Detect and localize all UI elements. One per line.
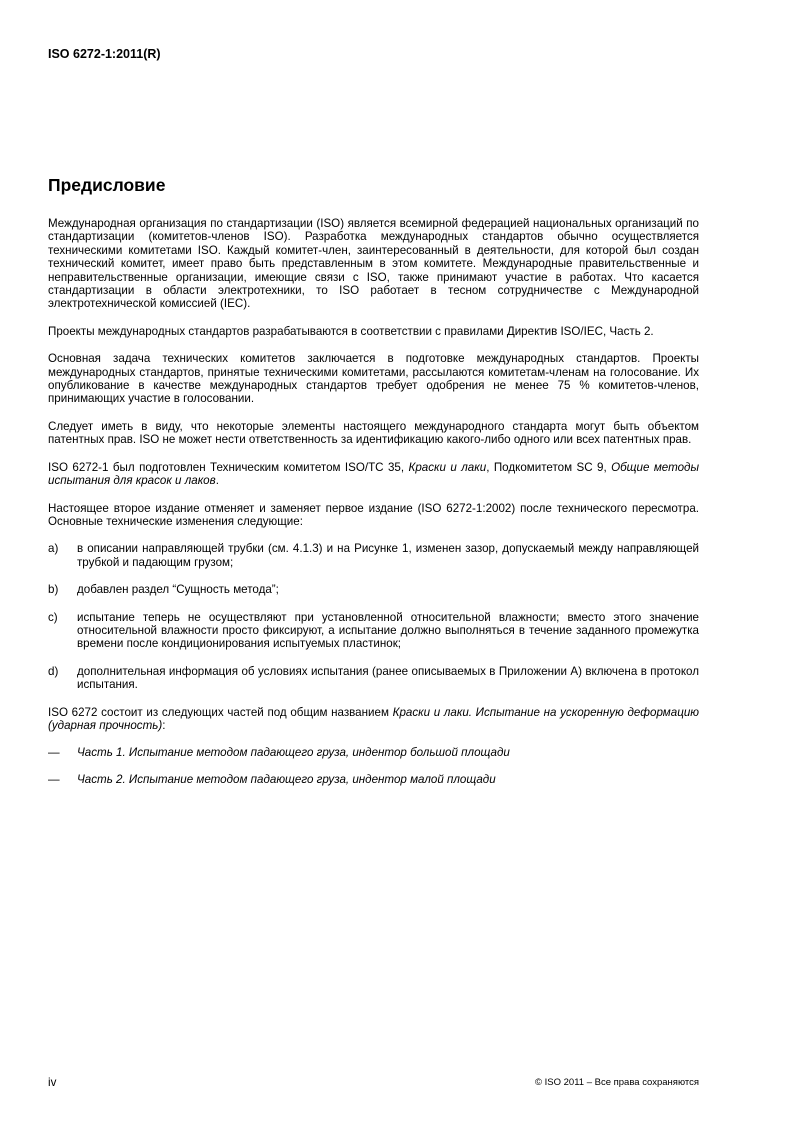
page-number: iv [48,1076,57,1089]
dash-marker: — [48,772,60,786]
part-title: Часть 1. Испытание методом падающего груза, индентор большой площади [77,746,510,760]
paragraph-parts-intro [48,706,699,733]
list-marker: a) [48,542,59,556]
prepared-by-text-1: ISO 6272-1 был подготовлен Техническим комитетом ISO/TC 35, [48,460,409,474]
parts-intro-text-2: : [162,718,166,732]
list-item-text: добавлен раздел “Сущность метода”; [77,583,279,597]
paragraph-committee-task: Основная задача технических комитетов заключается в подготовке международных стандартов. Проекты международных стандартов, принятые техническими комитетами, рассылаются комитетам-членам на голосование. Их опубликование в качестве международных стандартов требует одобрения не менее 75 % комитетов-членов, принимающих участие в голосовании. [48,352,699,406]
change-item-c [48,611,699,651]
list-item-text: дополнительная информация об условиях испытания (ранее описываемых в Приложении A) включена в протокол испытания. [77,664,699,692]
committee-title: Краски и лаки [408,460,487,474]
paragraph-prepared-by [48,461,699,488]
list-item-text: в описании направляющей трубки (см. 4.1.3) и на Рисунке 1, изменен зазор, допускаемый между направляющей трубкой и падающим грузом; [77,542,699,569]
paragraph-patent-notice: Следует иметь в виду, что некоторые элементы настоящего международного стандарта могут быть объектом патентных прав. ISO не может нести ответственность за идентификацию какого-либо одного или всех патентных прав. [48,419,699,447]
series-title: Краски и лаки. Испытание на ускоренную деформацию (ударная прочность) [48,705,699,732]
change-item-d [48,665,699,692]
part-title: Часть 2. Испытание методом падающего груза, индентор малой площади [77,772,496,786]
parts-intro-text-1: ISO 6272 состоит из следующих частей под общим названием [48,705,393,719]
change-item-b [48,583,699,596]
list-marker: d) [48,664,59,678]
list-item-text: испытание теперь не осуществляют при установленной относительной влажности; вместо этого значение относительной влажности просто фиксируют, а испытание должно выполняться в течение заданного промежутка времени после кондиционирования испытуемых пластинок; [77,610,699,651]
subcommittee-title: Общие методы испытания для красок и лаков [48,460,699,488]
part-item-1 [48,746,699,759]
paragraph-directives: Проекты международных стандартов разрабатываются в соответствии с правилами Директив ISO/IEC, Часть 2. [48,324,654,338]
dash-marker: — [48,746,60,760]
paragraph-iso-intro: Международная организация по стандартизации (ISO) является всемирной федерацией национальных организаций по стандартизации (комитетов-членов ISO). Разработка международных стандартов обычно осуществляется техническими комитетами ISO. Каждый комитет-член, заинтересованный в деятельности, для которой был создан технический комитет, имеет право быть представленным в этом комитете. Международные правительственные и неправительственные организации, имеющие связи с ISO, также принимают участие в работах. Что касается стандартизации в области электротехники, то ISO работает в тесном сотрудничестве с Международной электротехнической комиссией (IEC). [48,217,699,311]
part-item-2 [48,773,699,786]
foreword-body [48,217,699,799]
prepared-by-text-2: , Подкомитетом SC 9, [486,460,612,474]
list-marker: c) [48,610,58,624]
change-item-a [48,542,699,569]
prepared-by-text-3: . [215,474,219,488]
list-marker: b) [48,583,59,597]
paragraph-edition-note: Настоящее второе издание отменяет и заменяет первое издание (ISO 6272-1:2002) после технического пересмотра. Основные технические изменения следующие: [48,501,699,528]
foreword-heading: Предисловие [48,175,166,195]
copyright-notice: © ISO 2011 – Все права сохраняются [534,1077,699,1088]
document-id: ISO 6272-1:2011(R) [48,47,161,61]
